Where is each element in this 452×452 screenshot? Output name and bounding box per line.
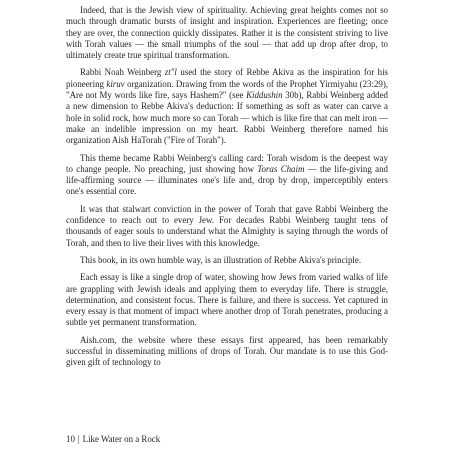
running-book-title: Like Water on a Rock <box>82 434 161 444</box>
paragraph-1 <box>66 5 388 61</box>
paragraph-2-text-c: organization. Drawing from the words of the Prophet Yirmiyahu (23:29), "Are not My words like fire, says Hashem?" (see <box>66 78 389 101</box>
paragraph-2-text-a: Rabbi Noah Weinberg <box>80 67 165 78</box>
footer-separator: | <box>77 434 80 444</box>
paragraph-6 <box>66 272 388 328</box>
paragraph-4-text: It was that stalwart conviction in the power of Torah that gave Rabbi Weinberg the confidence to reach out to every Jew. For decades Rabbi Weinberg taught tens of thousands of eager souls to understand what the Almighty is saying through the words of Torah, and then to live their lives with this knowledge. <box>66 203 388 248</box>
honorific-zt-l: zt"l <box>164 67 177 78</box>
paragraph-2-text-d: 30b), Rabbi Weinberg added a new dimension to Rebbe Akiva's deduction: If something as soft as water can carve a hole in solid rock, how much more so can Torah — which is like fire that can melt iron — make an indelible impression on my heart. Rabbi Weinberg therefore named his organization Aish HaTorah ("Fire of Torah"). <box>66 90 388 146</box>
term-toras-chaim: Toras Chaim <box>257 163 305 174</box>
page-number: 10 <box>66 434 75 444</box>
paragraph-5-text: This book, in its own humble way, is an illustration of Rebbe Akiva's principle. <box>80 254 362 265</box>
running-footer <box>66 434 160 445</box>
paragraph-3-text-b: — the life-giving and life-affirming source — illuminates one's life and, drop by drop, imperceptibly enters one's essential core. <box>66 163 388 197</box>
paragraph-2-text-b: used the story of Rebbe Akiva as the inspiration for his pioneering <box>66 67 388 89</box>
term-kiruv: kiruv <box>106 78 125 89</box>
source-kiddushin: Kiddushin <box>246 90 283 101</box>
paragraph-3 <box>66 153 388 198</box>
paragraph-3-text-a: This theme became Rabbi Weinberg's calling card: Torah wisdom is the deepest way to change people. No preaching, just showing how <box>66 152 388 174</box>
paragraph-5 <box>66 255 388 266</box>
paragraph-7 <box>66 335 388 369</box>
paragraph-6-text: Each essay is like a single drop of water, showing how Jews from varied walks of life are grappling with Jewish ideals and applying them to everyday life. There is struggle, determination, and consistent focus. There is failure, and there is success. Yet captured in every essay is that moment of impact where another drop of Torah penetrates, producing a subtle yet permanent transformation. <box>66 272 388 328</box>
paragraph-4 <box>66 204 388 249</box>
paragraph-2 <box>66 67 388 146</box>
page-body <box>66 5 388 375</box>
paragraph-1-text: Indeed, that is the Jewish view of spirituality. Achieving great heights comes not so much through dramatic bursts of insight and inspiration. Experiences are fleeting; once they are over, the connection quickly dissipates. Rather it is the consistent striving to live with Torah values — the small triumphs of the soul — that add up drop after drop, to ultimately create true spiritual transformation. <box>66 5 388 61</box>
paragraph-7-text: Aish.com, the website where these essays first appeared, has been remarkably successful in disseminating millions of drops of Torah. Our mandate is to use this God-given gift of technology to <box>66 334 388 368</box>
